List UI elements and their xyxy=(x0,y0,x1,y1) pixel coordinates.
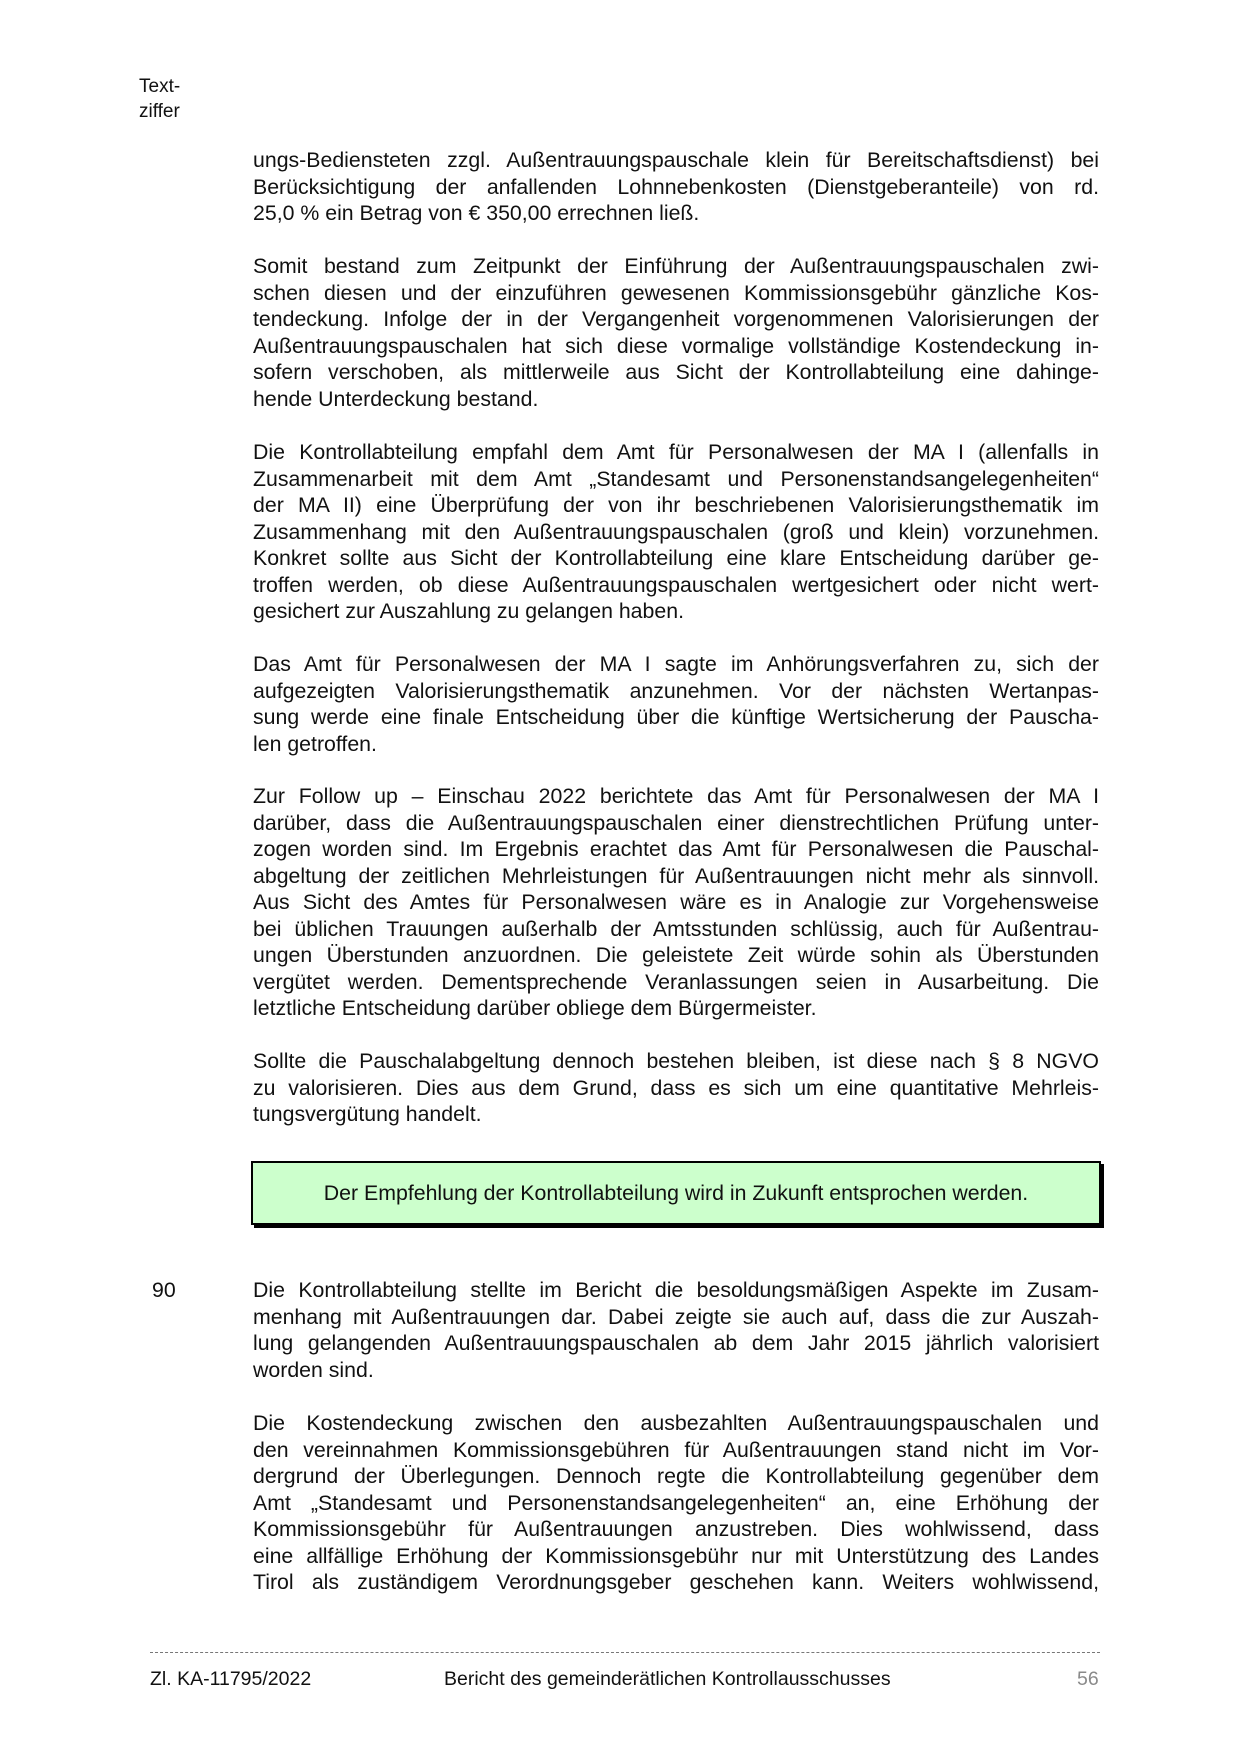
text-line: troffen werden, ob diese Außentrauungspauschalen wertgesichert oder nicht wert- xyxy=(253,572,1099,597)
text-line: der MA II) eine Überprüfung der von ihr beschriebenen Valorisierungsthematik im xyxy=(253,493,1099,517)
text-line: Zur Follow up – Einschau 2022 berichtete das Amt für Personalwesen der MA I xyxy=(253,784,1099,808)
text-line: ungen Überstunden anzuordnen. Die geleistete Zeit würde sohin als Überstunden xyxy=(253,943,1099,967)
paragraph-recommendation xyxy=(253,439,1099,625)
text-line: dergrund der Überlegungen. Dennoch regte die Kontrollabteilung gegenüber dem xyxy=(253,1464,1099,1488)
margin-label xyxy=(139,74,209,124)
text-line: worden sind. xyxy=(253,1357,374,1382)
text-line: lung gelangenden Außentrauungspauschalen ab dem Jahr 2015 jährlich valorisiert xyxy=(253,1331,1099,1355)
text-line: tendeckung. Infolge der in der Vergangenheit vorgenommenen Valorisierungen der xyxy=(253,307,1099,331)
text-line: schen diesen und der einzuführen gewesenen Kommissionsgebühr gänzliche Kos- xyxy=(253,280,1099,305)
section-90-paragraph-2 xyxy=(253,1410,1099,1596)
text-line: Zusammenarbeit mit dem Amt „Standesamt und Personenstandsangelegenheiten“ xyxy=(253,466,1099,491)
response-box-text: Der Empfehlung der Kontrollabteilung wird in Zukunft entsprochen werden. xyxy=(323,1180,1029,1205)
footer-divider xyxy=(150,1652,1100,1653)
text-line: bei üblichen Trauungen außerhalb der Amtsstunden schlüssig, auch für Außentrau- xyxy=(253,916,1099,941)
paragraph-follow-up xyxy=(253,783,1099,1022)
section-number: 90 xyxy=(152,1278,176,1302)
text-line: sung werde eine finale Entscheidung über die künftige Wertsicherung der Pauscha- xyxy=(253,705,1099,729)
text-line: 25,0 % ein Betrag von € 350,00 errechnen ließ. xyxy=(253,201,700,225)
text-line: Das Amt für Personalwesen der MA I sagte im Anhörungsverfahren zu, sich der xyxy=(253,652,1099,676)
text-line: ungs-Bediensteten zzgl. Außentrauungspauschale klein für Bereitschaftsdienst) bei xyxy=(253,148,1099,172)
margin-label-line2: ziffer xyxy=(139,101,180,122)
section-90-paragraph-1 xyxy=(253,1277,1099,1383)
paragraph-valorisation xyxy=(253,1048,1099,1128)
margin-label-line1: Text- xyxy=(139,76,181,97)
text-line: len getroffen. xyxy=(253,731,377,756)
text-line: den vereinnahmen Kommissionsgebühren für Außentrauungen stand nicht im Vor- xyxy=(253,1437,1099,1462)
text-line: Konkret sollte aus Sicht der Kontrollabteilung eine klare Entscheidung darüber ge- xyxy=(253,546,1099,570)
text-line: Außentrauungspauschalen hat sich diese vormalige vollständige Kostendeckung in- xyxy=(253,333,1099,358)
text-line: aufgezeigten Valorisierungsthematik anzunehmen. Vor der nächsten Wertanpas- xyxy=(253,678,1099,703)
text-line: Sollte die Pauschalabgeltung dennoch bestehen bleiben, ist diese nach § 8 NGVO xyxy=(253,1049,1099,1073)
text-line: Zusammenhang mit den Außentrauungspauschalen (groß und klein) vorzunehmen. xyxy=(253,519,1099,544)
text-line: vergütet werden. Dementsprechende Veranlassungen seien in Ausarbeitung. Die xyxy=(253,969,1099,994)
text-line: darüber, dass die Außentrauungspauschalen einer dienstrechtlichen Prüfung unter- xyxy=(253,810,1099,835)
page-number: 56 xyxy=(1077,1668,1099,1690)
text-line: Berücksichtigung der anfallenden Lohnnebenkosten (Dienstgeberanteile) von rd. xyxy=(253,174,1099,199)
paragraph-continuation xyxy=(253,147,1099,227)
text-line: Die Kontrollabteilung empfahl dem Amt für Personalwesen der MA I (allenfalls in xyxy=(253,440,1099,464)
footer-reference: Zl. KA-11795/2022 xyxy=(150,1668,312,1690)
response-box xyxy=(251,1161,1101,1225)
footer-title: Bericht des gemeinderätlichen Kontrollausschusses xyxy=(444,1668,891,1690)
text-line: Kommissionsgebühr für Außentrauungen anzustreben. Dies wohlwissend, dass xyxy=(253,1517,1099,1541)
text-line: zogen worden sind. Im Ergebnis erachtet das Amt für Personalwesen die Pauschal- xyxy=(253,837,1099,861)
text-line: sofern verschoben, als mittlerweile aus Sicht der Kontrollabteilung eine dahinge- xyxy=(253,360,1099,384)
text-line: Tirol als zuständigem Verordnungsgeber geschehen kann. Weiters wohlwissend, xyxy=(253,1570,1099,1594)
paragraph-cost-coverage xyxy=(253,253,1099,412)
text-line: Somit bestand zum Zeitpunkt der Einführung der Außentrauungspauschalen zwi- xyxy=(253,254,1099,278)
text-line: tungsvergütung handelt. xyxy=(253,1102,482,1126)
text-line: menhang mit Außentrauungen dar. Dabei zeigte sie auch auf, dass die zur Auszah- xyxy=(253,1304,1099,1329)
text-line: hende Unterdeckung bestand. xyxy=(253,386,539,411)
text-line: letztliche Entscheidung darüber obliege dem Bürgermeister. xyxy=(253,996,817,1020)
text-line: eine allfällige Erhöhung der Kommissionsgebühr nur mit Unterstützung des Landes xyxy=(253,1543,1099,1568)
text-line: Die Kontrollabteilung stellte im Bericht die besoldungsmäßigen Aspekte im Zusam- xyxy=(253,1278,1099,1302)
paragraph-hearing-response xyxy=(253,651,1099,757)
text-line: abgeltung der zeitlichen Mehrleistungen für Außentrauungen nicht mehr als sinnvoll. xyxy=(253,863,1099,888)
text-line: gesichert zur Auszahlung zu gelangen haben. xyxy=(253,599,684,623)
text-line: Amt „Standesamt und Personenstandsangelegenheiten“ an, eine Erhöhung der xyxy=(253,1490,1099,1515)
text-line: Aus Sicht des Amtes für Personalwesen wäre es in Analogie zur Vorgehensweise xyxy=(253,890,1099,914)
text-line: zu valorisieren. Dies aus dem Grund, dass es sich um eine quantitative Mehrleis- xyxy=(253,1075,1099,1100)
text-line: Die Kostendeckung zwischen den ausbezahlten Außentrauungspauschalen und xyxy=(253,1411,1099,1435)
